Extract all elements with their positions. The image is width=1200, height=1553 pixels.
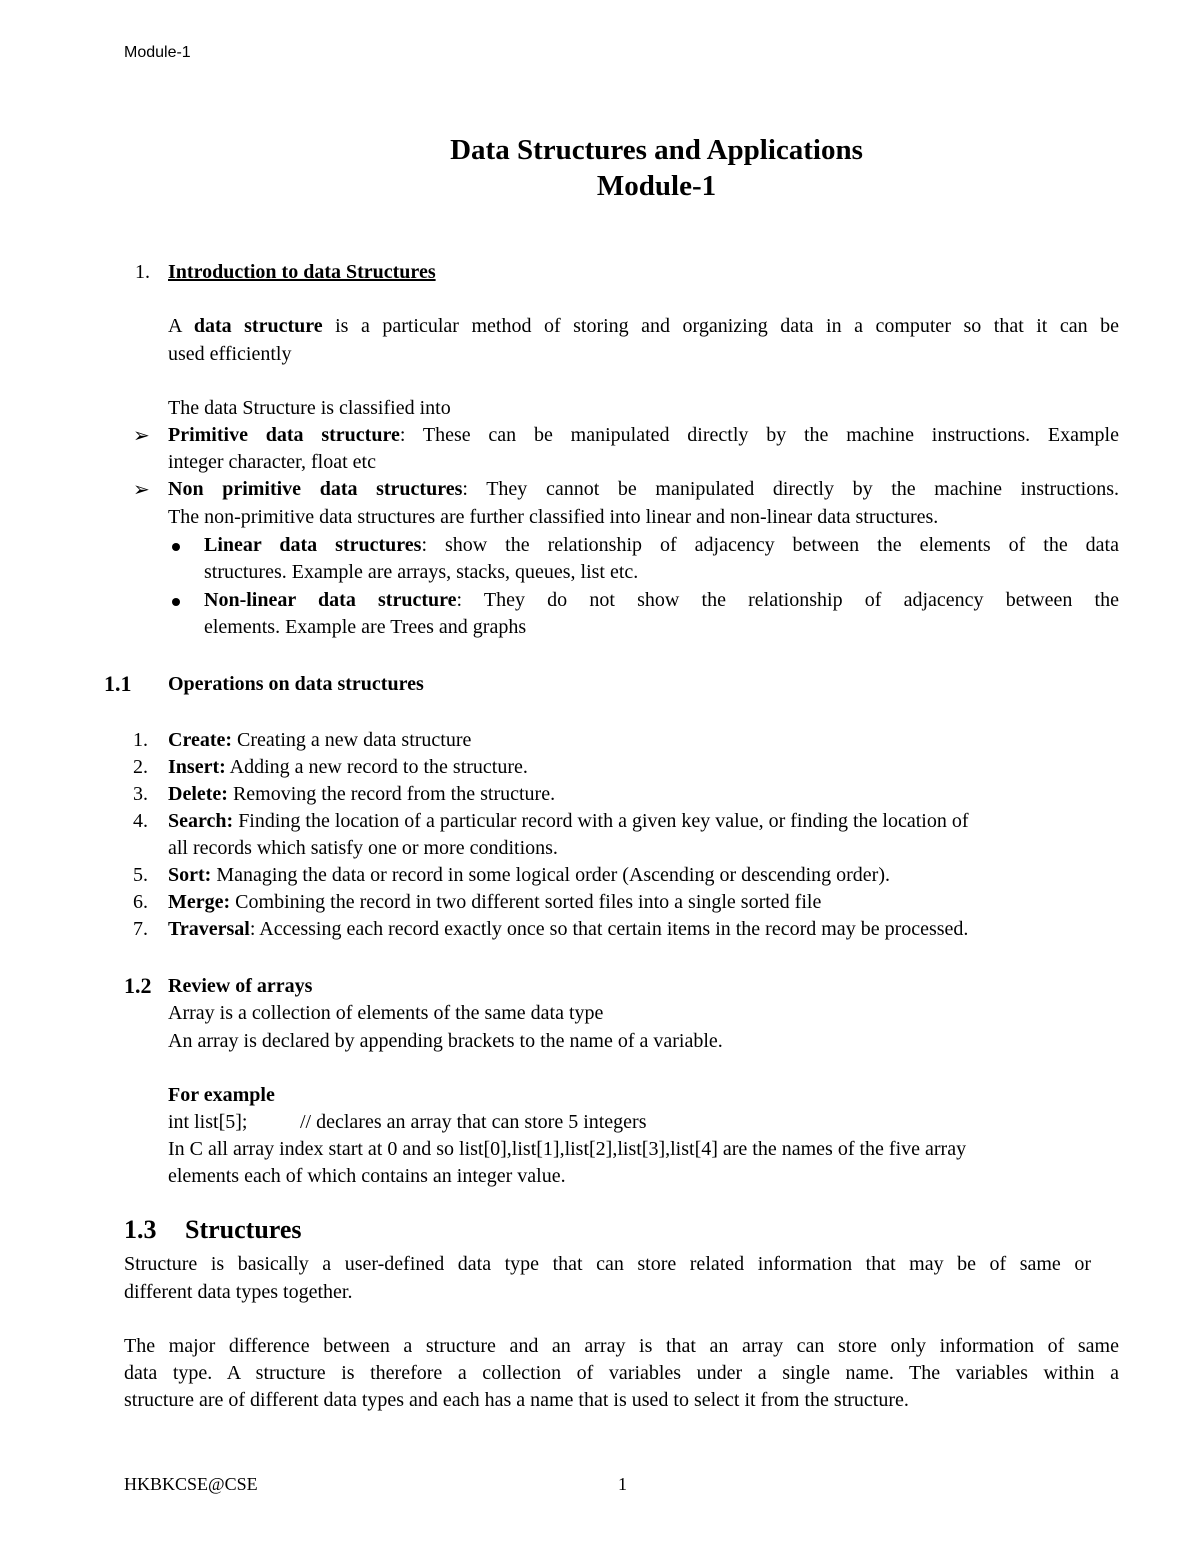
list-item: Insert: Adding a new record to the structure. <box>168 756 528 778</box>
nonprimitive-line-2: The non-primitive data structures are further classified into linear and non-linear data structures. <box>168 506 939 528</box>
document-subtitle: Module-1 <box>596 170 717 202</box>
list-item-number: 5. <box>133 864 148 886</box>
list-item: Sort: Managing the data or record in some logical order (Ascending or descending order). <box>168 864 890 886</box>
nonlinear-line-1: Non-linear data structure: They do not show the relationship of adjacency between the <box>204 589 1119 611</box>
section-1-3-number: 1.3 <box>124 1215 157 1244</box>
list-item-number: 3. <box>133 783 148 805</box>
structures-p2-line-3: structure are of different data types and each has a name that is used to select it from the structure. <box>124 1389 909 1411</box>
structures-p2-line-2: data type. A structure is therefore a collection of variables under a single name. The variables within a <box>124 1362 1119 1384</box>
section-1-2-heading: Review of arrays <box>168 975 313 997</box>
structures-p1-line-2: different data types together. <box>124 1281 353 1303</box>
linear-line-1: Linear data structures: show the relationship of adjacency between the elements of the data <box>204 534 1119 556</box>
term-linear: Linear data structures <box>204 534 422 556</box>
list-item-number: 1. <box>133 729 148 751</box>
arrays-line-1: Array is a collection of elements of the same data type <box>168 1002 604 1024</box>
footer-author: HKBKCSE@CSE <box>124 1474 258 1494</box>
list-item: Delete: Removing the record from the structure. <box>168 783 556 805</box>
arrays-line-4: elements each of which contains an integer value. <box>168 1165 566 1187</box>
classified-intro: The data Structure is classified into <box>168 397 451 419</box>
arrays-line-2: An array is declared by appending brackets to the name of a variable. <box>168 1030 723 1052</box>
section-1-heading: Introduction to data Structures <box>168 261 436 283</box>
arrays-line-3: In C all array index start at 0 and so list[0],list[1],list[2],list[3],list[4] are the names of the five array <box>168 1138 967 1160</box>
list-item: Merge: Combining the record in two different sorted files into a single sorted file <box>168 891 822 913</box>
list-item-number: 6. <box>133 891 148 913</box>
nonlinear-line-2: elements. Example are Trees and graphs <box>204 616 527 638</box>
section-1-2-number: 1.2 <box>124 973 152 998</box>
document-title: Data Structures and Applications <box>450 134 863 166</box>
example-label: For example <box>168 1084 275 1106</box>
definition-line-2: used efficiently <box>168 343 292 365</box>
primitive-line-1: Primitive data structure: These can be manipulated directly by the machine instructions. Example <box>168 424 1119 446</box>
page-number: 1 <box>618 1474 627 1494</box>
linear-line-2: structures. Example are arrays, stacks, queues, list etc. <box>204 561 639 583</box>
section-1-number: 1. <box>135 261 150 283</box>
list-item: Traversal: Accessing each record exactly once so that certain items in the record may be processed. <box>168 918 969 940</box>
list-item: Search: Finding the location of a particular record with a given key value, or finding the location of <box>168 810 969 832</box>
primitive-line-2: integer character, float etc <box>168 451 376 473</box>
section-1-1-number: 1.1 <box>104 671 132 696</box>
term-non-linear: Non-linear data structure <box>204 589 457 611</box>
list-item-number: 4. <box>133 810 148 832</box>
section-1-1-heading: Operations on data structures <box>168 673 424 695</box>
definition-line-1: A data structure is a particular method of storing and organizing data in a computer so that it can be <box>168 315 1119 337</box>
arrow-bullet-icon: ➢ <box>133 477 150 501</box>
list-item-number: 7. <box>133 918 148 940</box>
code-declaration: int list[5]; <box>168 1111 248 1133</box>
arrow-bullet-icon: ➢ <box>133 423 150 447</box>
list-item-continuation: all records which satisfy one or more conditions. <box>168 837 558 859</box>
code-comment: // declares an array that can store 5 integers <box>300 1111 647 1133</box>
list-item: Create: Creating a new data structure <box>168 729 472 751</box>
term-data-structure: data structure <box>193 315 323 337</box>
round-bullet-icon <box>172 543 180 551</box>
structures-p2-line-1: The major difference between a structure and an array is that an array can store only information of same <box>124 1335 1119 1357</box>
structures-p1-line-1: Structure is basically a user-defined data type that can store related information that may be of same or <box>124 1253 1091 1275</box>
section-1-3-heading: Structures <box>185 1215 302 1244</box>
term-primitive: Primitive data structure <box>168 424 400 446</box>
term-non-primitive: Non primitive data structures <box>168 478 463 500</box>
list-item-number: 2. <box>133 756 148 778</box>
nonprimitive-line-1: Non primitive data structures: They cannot be manipulated directly by the machine instructions. <box>168 478 1119 500</box>
running-header: Module-1 <box>124 44 191 61</box>
round-bullet-icon <box>172 598 180 606</box>
